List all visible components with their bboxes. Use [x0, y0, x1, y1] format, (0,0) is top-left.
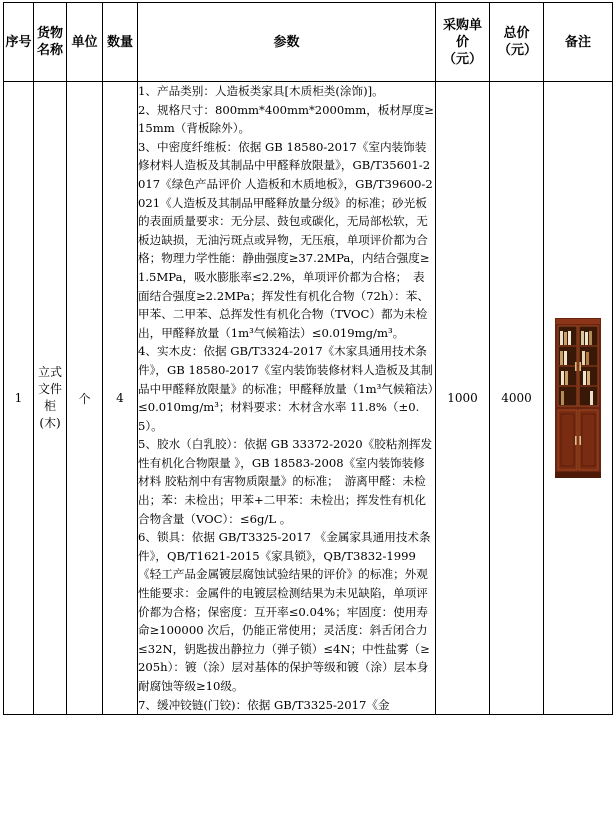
header-row — [4, 3, 613, 82]
header-remark: 备注 — [544, 3, 613, 82]
cell-total: 4000 — [490, 82, 544, 715]
spec-table — [3, 2, 613, 715]
param-item-6: 6、锁具：依据 GB/T3325-2017 《金属家具通用技术条件》，QB/T1621-2015《家具锁》，QB/T3832-1999《轻工产品金属镀层腐蚀试验结果的评价》的标准；外观性能要求：金属件的电镀层检测结果为未见缺陷，单项评价都为合格；保密度：互开率≤0.04%；牢固度：使用寿命≥100000 次后，仍能正常使用；灵活度：斜舌闭合力≤32N，钥匙拔出静拉力（弹子锁）≤4N；中性盐雾（≥205h）：镀（涂）层对基体的保护等级和镀（涂）层本身耐腐蚀等级≥10级。 — [138, 530, 431, 693]
param-item-1: 1、产品类别：人造板类家具[木质柜类(涂饰)]。 — [138, 84, 384, 98]
cell-seq: 1 — [4, 82, 34, 715]
param-item-4: 4、实木皮：依据 GB/T3324-2017《木家具通用技术条件》，GB 18580-2017《室内装饰装修材料人造板及其制品中甲醛释放限量》的标准；甲醛释放量（1m³气候箱法）≤0.010mg/m³；材料要求：木材含水率 11.8%（±0.5）。 — [138, 344, 434, 433]
cell-params — [138, 82, 436, 715]
param-item-5: 5、胶水（白乳胶）：依据 GB 33372-2020《胶粘剂挥发性有机化合物限量 》，GB 18583-2008《室内装饰装修材料 胶粘剂中有害物质限量》的标准； 游离甲醛：未检出；苯：未检出；甲苯+二甲苯：未检出；挥发性有机化合物含量（VOC）：≤6g/L 。 — [138, 437, 433, 526]
header-seq: 序号 — [4, 3, 34, 82]
cell-remark — [544, 82, 613, 715]
header-total: 总价（元） — [490, 3, 544, 82]
header-unit: 单位 — [67, 3, 103, 82]
param-item-3: 3、中密度纤维板：依据 GB 18580-2017《室内装饰装修材料人造板及其制品中甲醛释放限量》，GB/T35601-2017《绿色产品评价 人造板和木质地板》，GB/T39600-2021《人造板及其制品甲醛释放量分级》的标准；砂光板的表面质量要求：无分层、鼓包或碳化，无局部松软，无板边缺损，无油污斑点或异物，无压痕，单项评价都为合格；物理力学性能：静曲强度≥37.2MPa，内结合强度≥1.5MPa，吸水膨胀率≤2.2%，单项评价都为合格； 表面结合强度≥2.2MPa；挥发性有机化合物（72h）：苯、甲苯、二甲苯、总挥发性有机化合物（TVOC）都为未检出，甲醛释放量（1m³气候箱法）≤0.019mg/m³。 — [138, 139, 433, 340]
header-params: 参数 — [138, 3, 436, 82]
param-item-7: 7、缓冲铰链(门铰)：依据 GB/T3325-2017《金 — [138, 697, 390, 712]
file-cabinet-image — [555, 318, 601, 478]
cell-price: 1000 — [436, 82, 490, 715]
header-name: 货物名称 — [34, 3, 67, 82]
header-price: 采购单价（元） — [436, 3, 490, 82]
cell-name: 立式文件柜(木) — [34, 82, 67, 715]
cell-unit: 个 — [67, 82, 103, 715]
table-row — [4, 82, 613, 715]
header-qty: 数量 — [103, 3, 138, 82]
cell-qty: 4 — [103, 82, 138, 715]
param-item-2: 2、规格尺寸：800mm*400mm*2000mm，板材厚度≥15mm（背板除外）。 — [138, 102, 434, 136]
